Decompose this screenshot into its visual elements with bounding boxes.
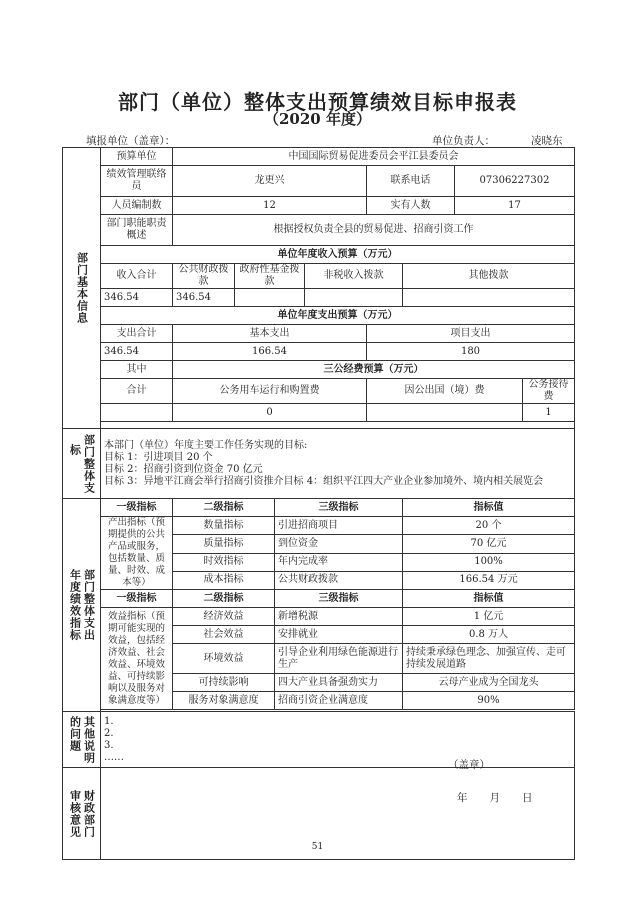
col-level1: 一级指标 bbox=[101, 499, 173, 517]
duties-value: 根据授权负责全县的贸易促进、招商引资工作 bbox=[173, 215, 575, 246]
phone-label: 联系电话 bbox=[367, 166, 455, 197]
three-public-header: 公务用车运行和购置费 bbox=[173, 379, 367, 404]
expense-header: 基本支出 bbox=[173, 325, 367, 343]
budget-unit-label: 预算单位 bbox=[101, 148, 173, 166]
page-number: 51 bbox=[311, 842, 324, 852]
indicator-l2: 成本指标 bbox=[173, 571, 275, 589]
income-value bbox=[305, 289, 403, 307]
contact-person-value: 龙更兴 bbox=[173, 166, 367, 197]
date-year: 年 bbox=[457, 792, 468, 804]
duties-label: 部门职能职责概述 bbox=[101, 215, 173, 246]
output-indicator-label: 产出指标（预期提供的公共产品或服务，包括数量、质量、时效、成本等） bbox=[101, 517, 173, 590]
indicator-l2: 经济效益 bbox=[173, 608, 275, 626]
budget-form-table bbox=[62, 147, 575, 860]
indicator-l3: 四大产业具备强劲实力 bbox=[275, 674, 403, 692]
indicator-l2: 质量指标 bbox=[173, 535, 275, 553]
goal-2: 目标 2：招商引资到位资金 70 亿元 bbox=[104, 464, 263, 475]
indicator-l3: 年内完成率 bbox=[275, 553, 403, 571]
col-level3: 三级指标 bbox=[275, 499, 403, 517]
indicator-l2: 可持续影响 bbox=[173, 674, 275, 692]
note-line: 2. bbox=[104, 727, 114, 739]
three-public-header: 合计 bbox=[101, 379, 173, 404]
phone-value: 07306227302 bbox=[455, 166, 575, 197]
indicator-l2: 数量指标 bbox=[173, 517, 275, 535]
indicator-section-label: 部门整体支出 年度绩效指标 bbox=[63, 499, 101, 712]
date-month: 月 bbox=[489, 792, 500, 804]
indicator-l2: 社会效益 bbox=[173, 626, 275, 644]
indicator-l2: 环境效益 bbox=[173, 644, 275, 674]
indicator-l3: 到位资金 bbox=[275, 535, 403, 553]
income-header: 非税收入拨款 bbox=[305, 264, 403, 289]
review-date bbox=[457, 790, 555, 805]
income-value bbox=[235, 289, 305, 307]
indicator-l2: 服务对象满意度 bbox=[173, 692, 275, 710]
actual-staff-value: 17 bbox=[455, 197, 575, 215]
expense-value: 180 bbox=[367, 343, 575, 361]
budget-unit-value: 中国国际贸易促进委员会平江县委员会 bbox=[173, 148, 575, 166]
three-public-header: 公务接待费 bbox=[523, 379, 575, 404]
income-value bbox=[403, 289, 575, 307]
date-day: 日 bbox=[522, 792, 533, 804]
overall-goals bbox=[101, 429, 575, 499]
indicator-l3: 安排就业 bbox=[275, 626, 403, 644]
three-public-value bbox=[101, 404, 173, 422]
other-section-label: 其他说明 的问题 bbox=[63, 712, 101, 768]
actual-staff-label: 实有人数 bbox=[367, 197, 455, 215]
indicator-value: 1 亿元 bbox=[403, 608, 575, 626]
indicator-value: 166.54 万元 bbox=[403, 571, 575, 589]
overall-section-label: 部门整体支 标 bbox=[63, 429, 101, 499]
indicator-l3: 招商引资企业满意度 bbox=[275, 692, 403, 710]
col-value: 指标值 bbox=[403, 590, 575, 608]
col-level3: 三级指标 bbox=[275, 590, 403, 608]
indicator-value: 云母产业成为全国龙头 bbox=[403, 674, 575, 692]
indicator-value: 20 个 bbox=[403, 517, 575, 535]
seal-label: （盖章） bbox=[448, 759, 490, 771]
col-value: 指标值 bbox=[403, 499, 575, 517]
col-level2: 二级指标 bbox=[173, 590, 275, 608]
review-section-label: 财政部门 审核意见 bbox=[63, 768, 101, 860]
indicator-l3: 引导企业利用绿色能源进行生产 bbox=[275, 644, 403, 674]
expense-header: 项目支出 bbox=[367, 325, 575, 343]
three-public-title: 三公经费预算（万元） bbox=[173, 361, 575, 379]
indicator-l3: 引进招商项目 bbox=[275, 517, 403, 535]
goal-3: 目标 3：异地平江商会举行招商引资推介目标 4：组织平江四大产业企业参加境外、境内相关展览会 bbox=[104, 476, 544, 487]
expense-value: 166.54 bbox=[173, 343, 367, 361]
income-value: 346.54 bbox=[101, 289, 173, 307]
indicator-value: 持续秉承绿色理念、加强宣传、走可持续发展道路 bbox=[403, 644, 575, 674]
indicator-l3: 公共财政拨款 bbox=[275, 571, 403, 589]
other-notes bbox=[101, 712, 575, 768]
note-line: 1. bbox=[104, 715, 114, 727]
income-header: 其他拨款 bbox=[403, 264, 575, 289]
page-subtitle: （2020 年度） bbox=[264, 110, 371, 128]
indicator-value: 70 亿元 bbox=[403, 535, 575, 553]
contact-person-label: 绩效管理联络员 bbox=[101, 166, 173, 197]
income-header: 公共财政拨款 bbox=[173, 264, 235, 289]
basic-section-label: 部门基本信息 bbox=[63, 148, 101, 429]
staff-quota-label: 人员编制数 bbox=[101, 197, 173, 215]
indicator-value: 100% bbox=[403, 553, 575, 571]
three-public-value bbox=[367, 404, 523, 422]
page-title: 部门（单位）整体支出预算绩效目标申报表 bbox=[118, 90, 517, 114]
note-line: …… bbox=[104, 751, 124, 763]
col-level1: 一级指标 bbox=[101, 590, 173, 608]
expense-value: 346.54 bbox=[101, 343, 173, 361]
expense-budget-title: 单位年度支出预算（万元） bbox=[101, 307, 575, 325]
responsible-label: 单位负责人： bbox=[432, 135, 495, 147]
indicator-value: 90% bbox=[403, 692, 575, 710]
income-budget-title: 单位年度收入预算（万元） bbox=[101, 246, 575, 264]
income-header: 收入合计 bbox=[101, 264, 173, 289]
income-value: 346.54 bbox=[173, 289, 235, 307]
expense-header: 支出合计 bbox=[101, 325, 173, 343]
col-level2: 二级指标 bbox=[173, 499, 275, 517]
three-public-value: 1 bbox=[523, 404, 575, 422]
three-public-header: 因公出国（境）费 bbox=[367, 379, 523, 404]
note-line: 3. bbox=[104, 739, 114, 751]
among-label: 其中 bbox=[101, 361, 173, 379]
indicator-value: 0.8 万人 bbox=[403, 626, 575, 644]
goal-1: 目标 1：引进项目 20 个 bbox=[104, 452, 213, 463]
benefit-indicator-label: 效益指标（预期可能实现的效益，包括经济效益、社会效益、环境效益、可持续影响以及服务对象满意度等） bbox=[101, 608, 173, 710]
income-header: 政府性基金拨款 bbox=[235, 264, 305, 289]
responsible-name: 凌晓东 bbox=[531, 135, 563, 147]
staff-quota-value: 12 bbox=[173, 197, 367, 215]
indicator-l3: 新增税源 bbox=[275, 608, 403, 626]
indicator-l2: 时效指标 bbox=[173, 553, 275, 571]
fill-unit-label: 填报单位（盖章）： bbox=[86, 135, 176, 147]
goals-intro: 本部门（单位）年度主要工作任务实现的目标: bbox=[104, 440, 308, 451]
three-public-value: 0 bbox=[173, 404, 367, 422]
